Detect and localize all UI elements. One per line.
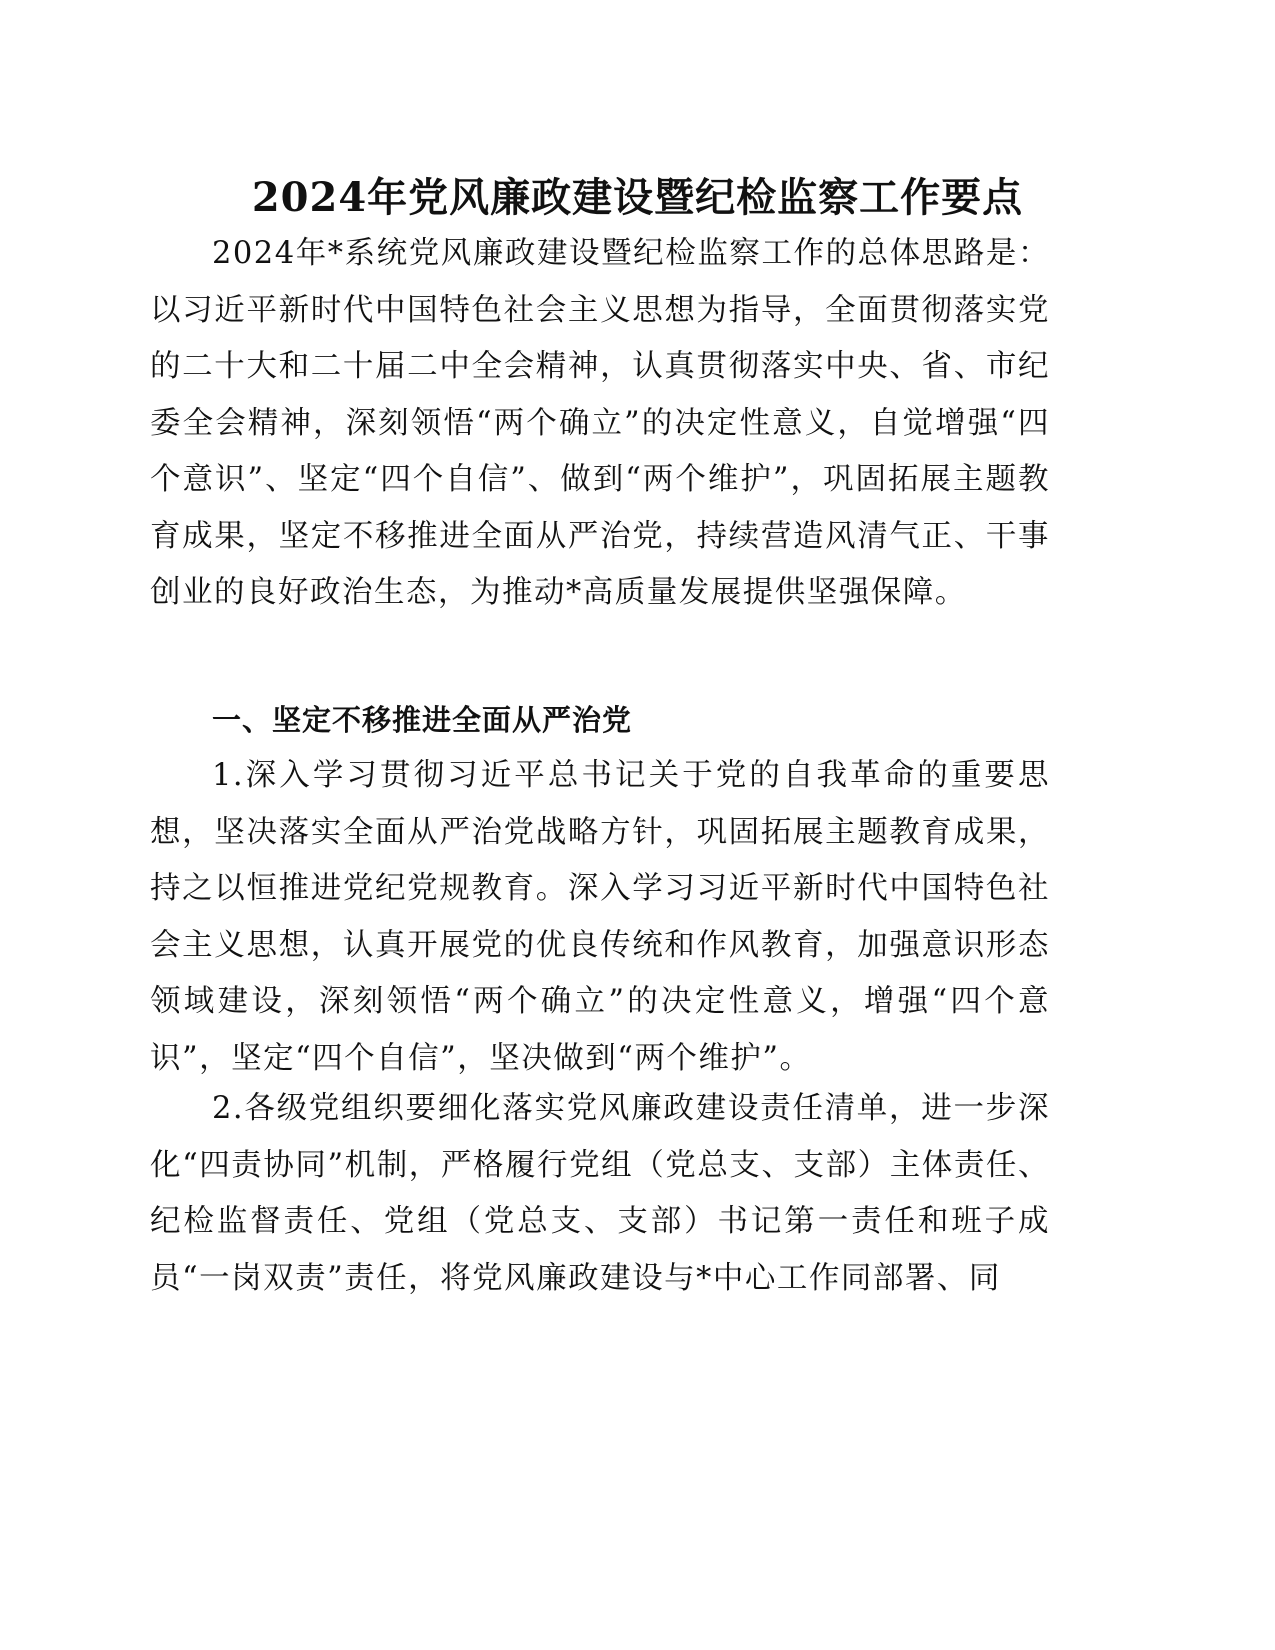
section-item-1: 1.深入学习贯彻习近平总书记关于党的自我革命的重要思想，坚决落实全面从严治党战略方针，巩固拓展主题教育成果，持之以恒推进党纪党规教育。深入学习习近平新时代中国特色社会主义思想，认真开展党的优良传统和作风教育，加强意识形态领域建设，深刻领悟“两个确立”的决定性意义，增强“四个意识”，坚定“四个自信”，坚决做到“两个维护”。 (150, 758, 1050, 1076)
section-item-2: 2.各级党组织要细化落实党风廉政建设责任清单，进一步深化“四责协同”机制，严格履行党组（党总支、支部）主体责任、纪检监督责任、党组（党总支、支部）书记第一责任和班子成员“一岗双责”责任，将党风廉政建设与*中心工作同部署、同 (150, 1091, 1050, 1296)
document-title: 2024年党风廉政建设暨纪检监察工作要点 (251, 174, 1024, 221)
section-heading: 一、坚定不移推进全面从严治党 (212, 703, 633, 737)
intro-paragraph: 2024年*系统党风廉政建设暨纪检监察工作的总体思路是：以习近平新时代中国特色社会主义思想为指导，全面贯彻落实党的二十大和二十届二中全会精神，认真贯彻落实中央、省、市纪委全会精神，深刻领悟“两个确立”的决定性意义，自觉增强“四个意识”、坚定“四个自信”、做到“两个维护”，巩固拓展主题教育成果，坚定不移推进全面从严治党，持续营造风清气正、干事创业的良好政治生态，为推动*高质量发展提供坚强保障。 (150, 236, 1050, 610)
